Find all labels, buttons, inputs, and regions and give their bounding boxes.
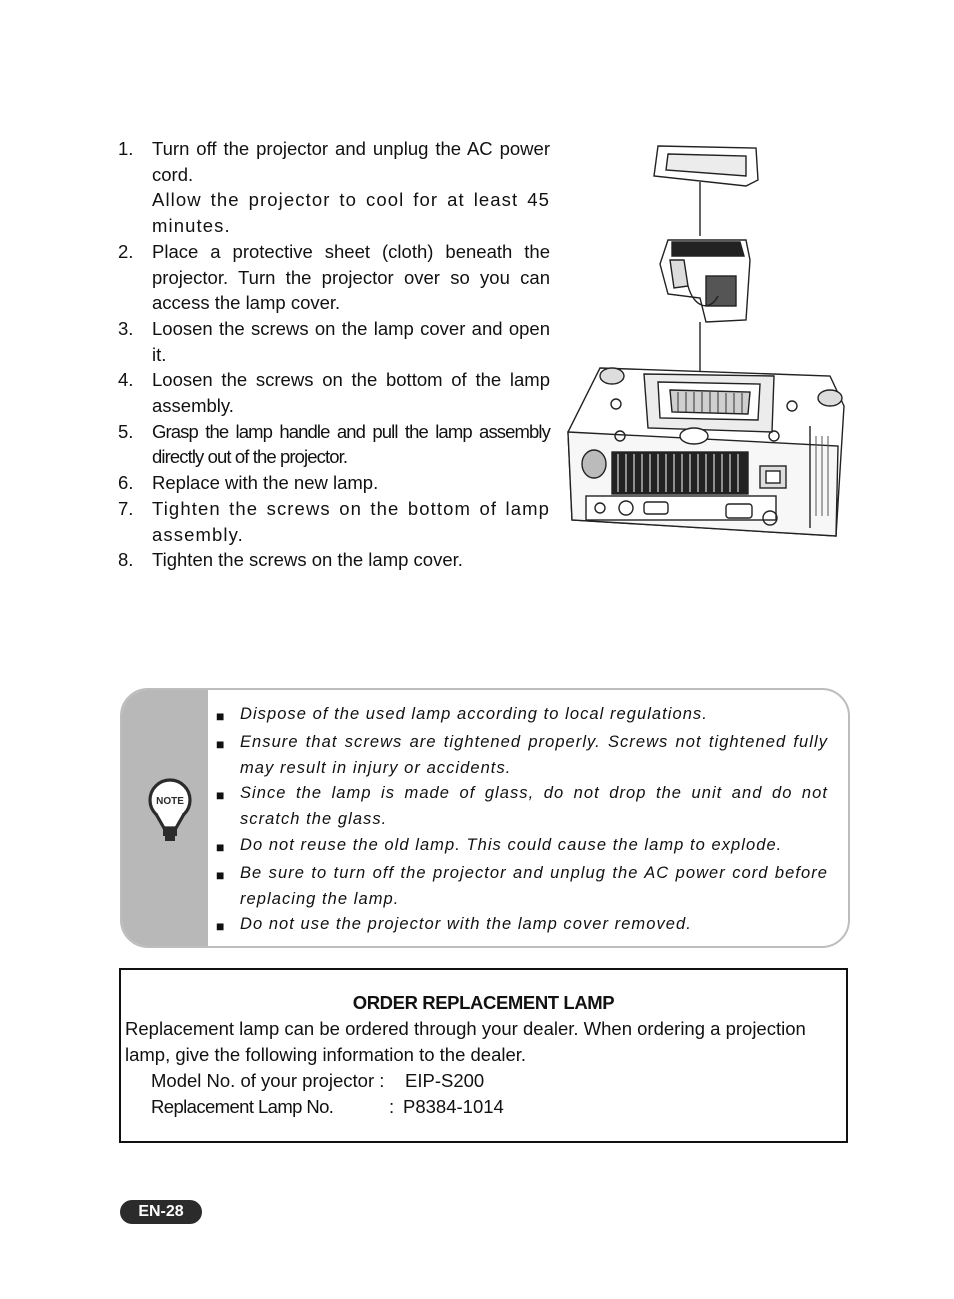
order-description: Replacement lamp can be ordered through your dealer. When ordering a projection lamp, give the following information to the dealer. (125, 1018, 806, 1065)
square-bullet-icon: ■ (216, 787, 226, 804)
step-number: 1. (118, 138, 134, 159)
step-text: Loosen the screws on the bottom of the lamp assembly. (152, 369, 550, 417)
projector-body-illustration (568, 368, 844, 536)
note-box (120, 688, 850, 948)
step-item (118, 419, 550, 470)
step-text: Loosen the screws on the lamp cover and open it. (152, 317, 550, 365)
step-number: 7. (118, 497, 134, 519)
step-number: 6. (118, 472, 134, 494)
model-number-label: Model No. of your projector : (151, 1070, 385, 1091)
step-number: 5. (118, 420, 134, 442)
step-item (118, 496, 550, 547)
lamp-cover-illustration (654, 146, 758, 236)
order-title: ORDER REPLACEMENT LAMP (352, 992, 615, 1013)
step-text: Tighten the screws on the bottom of lamp assembly. (152, 497, 550, 545)
note-list (216, 702, 828, 940)
step-item (118, 239, 550, 316)
step-number: 4. (118, 369, 134, 391)
step-item (118, 547, 550, 573)
note-sidebar (122, 690, 208, 946)
step-item (118, 316, 550, 367)
note-icon-label: NOTE (156, 796, 184, 807)
step-text: Turn off the projector and unplug the AC power cord. (152, 138, 550, 185)
lamp-replacement-steps (118, 136, 550, 573)
note-item: ■ Be sure to turn off the projector and unplug the AC power cord before replacing the lamp. (216, 861, 828, 913)
note-item: ■ Do not use the projector with the lamp cover removed. (216, 912, 828, 940)
square-bullet-icon: ■ (216, 918, 226, 935)
note-item: ■ Ensure that screws are tightened properly. Screws not tightened fully may result in injury or accidents. (216, 730, 828, 782)
lamp-number-separator: : (389, 1096, 395, 1117)
note-item: ■ Since the lamp is made of glass, do not drop the unit and do not scratch the glass. (216, 781, 828, 833)
step-number: 8. (118, 549, 134, 571)
lamp-number-label: Replacement Lamp No. (151, 1096, 334, 1117)
note-item: ■ Do not reuse the old lamp. This could cause the lamp to explode. (216, 833, 828, 861)
lamp-number-row (151, 1094, 504, 1120)
step-text: Place a protective sheet (cloth) beneath the projector. Turn the projector over so you can access the lamp cover. (152, 240, 550, 314)
step-number: 3. (118, 317, 134, 339)
step-item (118, 470, 550, 496)
square-bullet-icon: ■ (216, 838, 226, 855)
step-item (118, 367, 550, 418)
step-text: Grasp the lamp handle and pull the lamp assembly directly out of the projector. (152, 420, 550, 468)
order-replacement-lamp-box (119, 968, 848, 1143)
note-item: ■ Dispose of the used lamp according to local regulations. (216, 702, 828, 730)
square-bullet-icon: ■ (216, 708, 226, 724)
step-number: 2. (118, 240, 134, 262)
square-bullet-icon: ■ (216, 866, 226, 883)
step-text: Tighten the screws on the lamp cover. (152, 549, 463, 571)
model-number-value: EIP-S200 (405, 1070, 485, 1091)
step-extra-text: Allow the projector to cool for at least 45 minutes. (152, 189, 550, 237)
step-text: Replace with the new lamp. (152, 472, 379, 494)
page-number-badge: EN-28 (120, 1200, 202, 1224)
lamp-number-value: P8384-1014 (403, 1096, 504, 1117)
square-bullet-icon: ■ (216, 735, 226, 752)
step-item (118, 136, 550, 239)
note-lightbulb-icon (144, 776, 196, 846)
projector-lamp-diagram (560, 136, 860, 556)
model-number-row (151, 1068, 485, 1094)
